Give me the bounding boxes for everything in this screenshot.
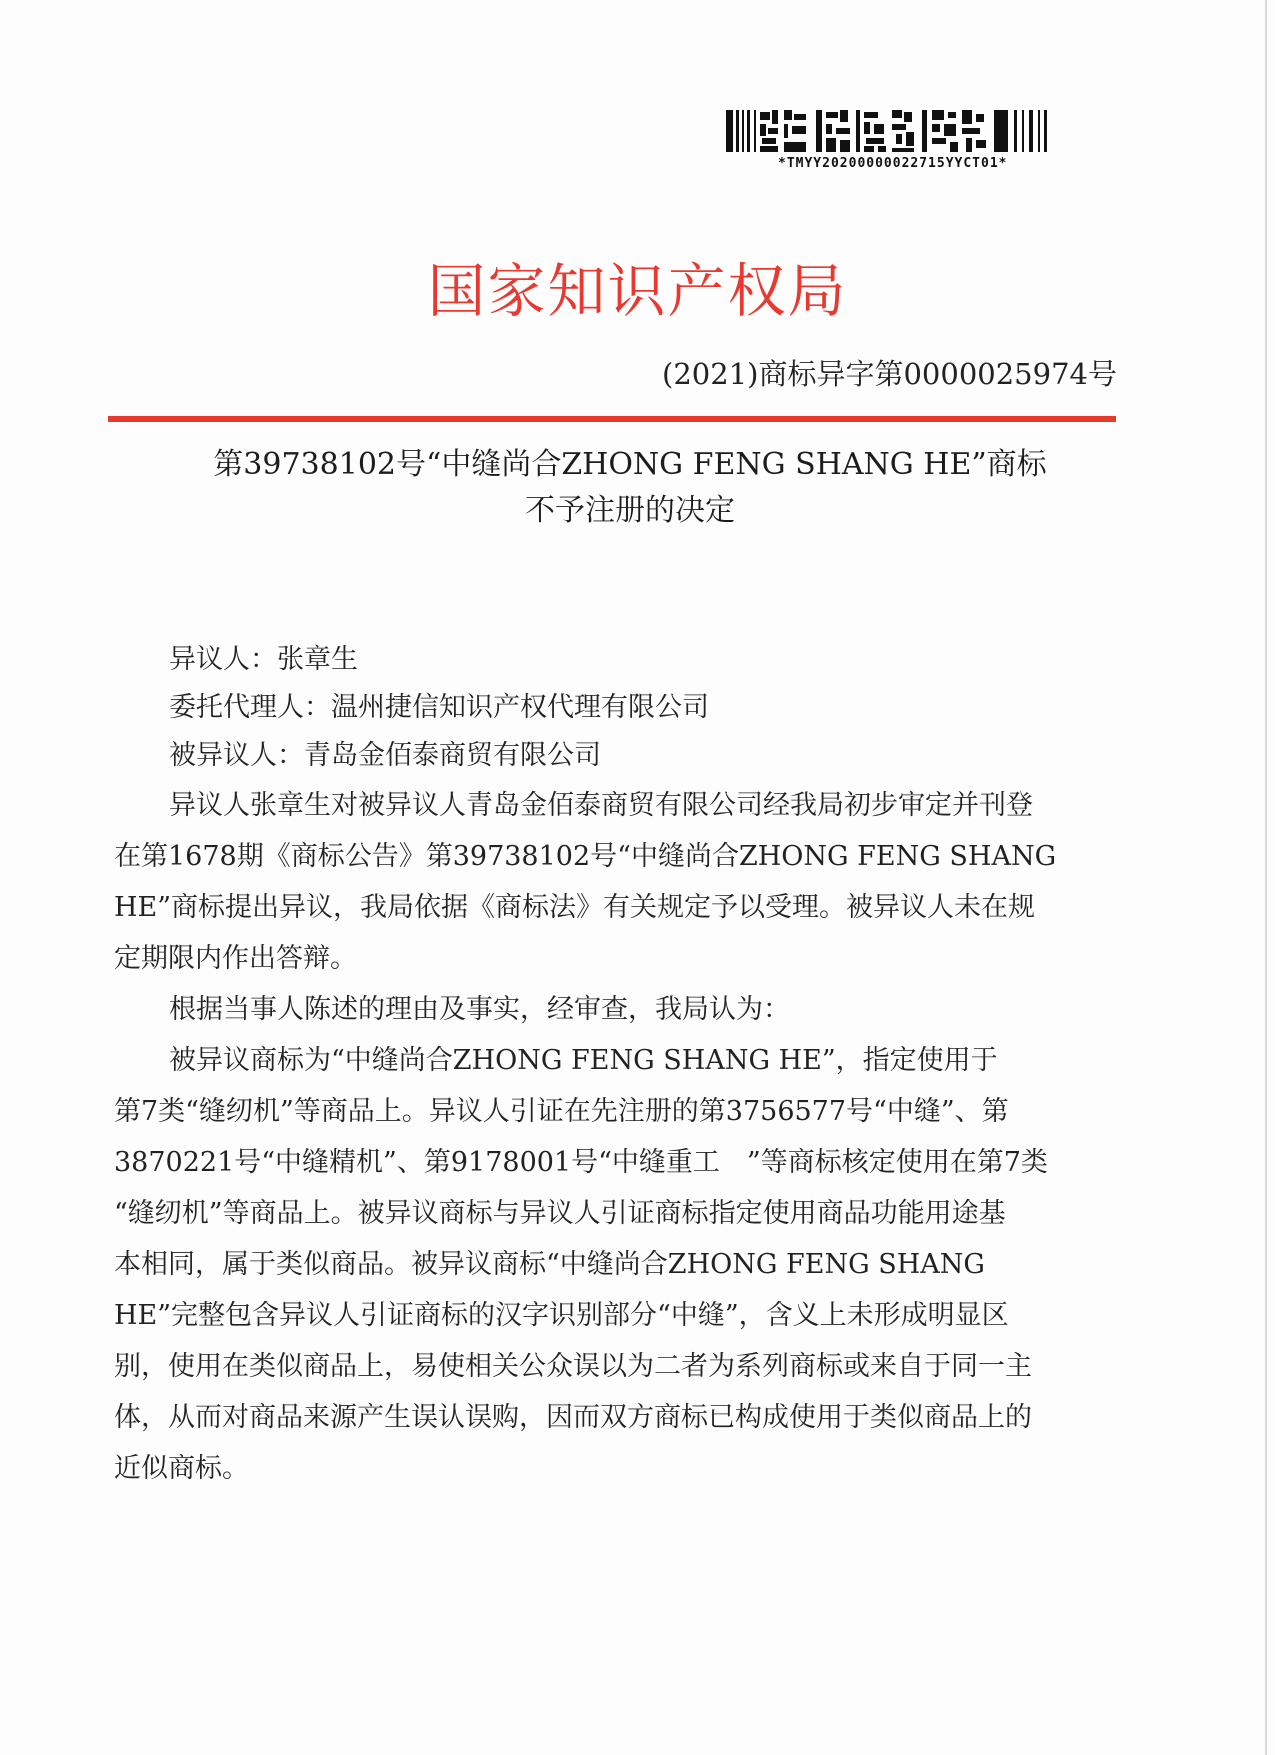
agent-line: 委托代理人：温州捷信知识产权代理有限公司 [169, 692, 709, 723]
paragraph-review [114, 984, 1124, 1035]
text-segment: FENG [857, 841, 941, 872]
paragraph-line: 异议人张章生对被异议人青岛金佰泰商贸有限公司经我局初步审定并刊登 [169, 790, 1033, 821]
text-segment: HE”，指定使用于 [778, 1045, 998, 1076]
text-segment: SHANG [878, 1249, 985, 1280]
paragraph-line [114, 1239, 1124, 1290]
paragraph-line: 根据当事人陈述的理由及事实，经审查，我局认为： [169, 994, 790, 1025]
decision-title [130, 442, 1130, 534]
paragraph-line: HE”商标提出异议，我局依据《商标法》有关规定予以受理。被异议人未在规 [114, 892, 1036, 923]
text-segment: FENG [786, 1249, 870, 1280]
document-body [114, 636, 1124, 1494]
paragraph-line [114, 831, 1124, 882]
title-line-2: 不予注册的决定 [525, 493, 735, 528]
paragraph-line: 近似商标。 [114, 1453, 249, 1484]
agency-title: 国家知识产权局 [427, 257, 848, 325]
paragraph-line: 定期限内作出答辩。 [114, 943, 357, 974]
text-segment: 本相同，属于类似商品。被异议商标“中缝尚合ZHONG [114, 1249, 778, 1280]
paragraph-reasoning [114, 1035, 1124, 1494]
title-line-1: 第39738102号“中缝尚合ZHONG FENG SHANG HE”商标 [213, 447, 1047, 482]
red-divider [108, 416, 1116, 422]
opponent-line: 异议人：张章生 [169, 644, 358, 675]
paragraph-line: HE”完整包含异议人引证商标的汉字识别部分“中缝”，含义上未形成明显区 [114, 1300, 1009, 1331]
opposed-party-line: 被异议人：青岛金佰泰商贸有限公司 [169, 740, 601, 771]
document-number: (2021)商标异字第0000025974号 [662, 357, 1117, 391]
text-segment: SHANG [663, 1045, 771, 1076]
barcode-block [726, 110, 1086, 171]
paragraph-line: 体，从而对商品来源产生误认误购，因而双方商标已构成使用于类似商品上的 [114, 1402, 1032, 1433]
text-segment: 在第1678期《商标公告》第39738102号“中缝尚合ZHONG [114, 841, 849, 872]
paragraph-line: 第7类“缝纫机”等商品上。异议人引证在先注册的第3756577号“中缝”、第 [114, 1096, 1009, 1127]
paragraph-line [114, 1035, 1124, 1086]
text-segment: SHANG [949, 841, 1057, 872]
text-segment: 被异议商标为“中缝尚合ZHONG [169, 1045, 563, 1076]
paragraph-acceptance [114, 780, 1124, 984]
paragraph-line: 3870221号“中缝精机”、第9178001号“中缝重工 ”等商标核定使用在第7类 [114, 1147, 1048, 1178]
barcode-icon [726, 110, 1076, 152]
paragraph-line: “缝纫机”等商品上。被异议商标与异议人引证商标指定使用商品功能用途基 [114, 1198, 1006, 1229]
text-segment: FENG [571, 1045, 655, 1076]
barcode-text: *TMYY20200000022715YYCT01* [778, 156, 1008, 171]
paragraph-line: 别，使用在类似商品上，易使相关公众误以为二者为系列商标或来自于同一主 [114, 1351, 1032, 1382]
